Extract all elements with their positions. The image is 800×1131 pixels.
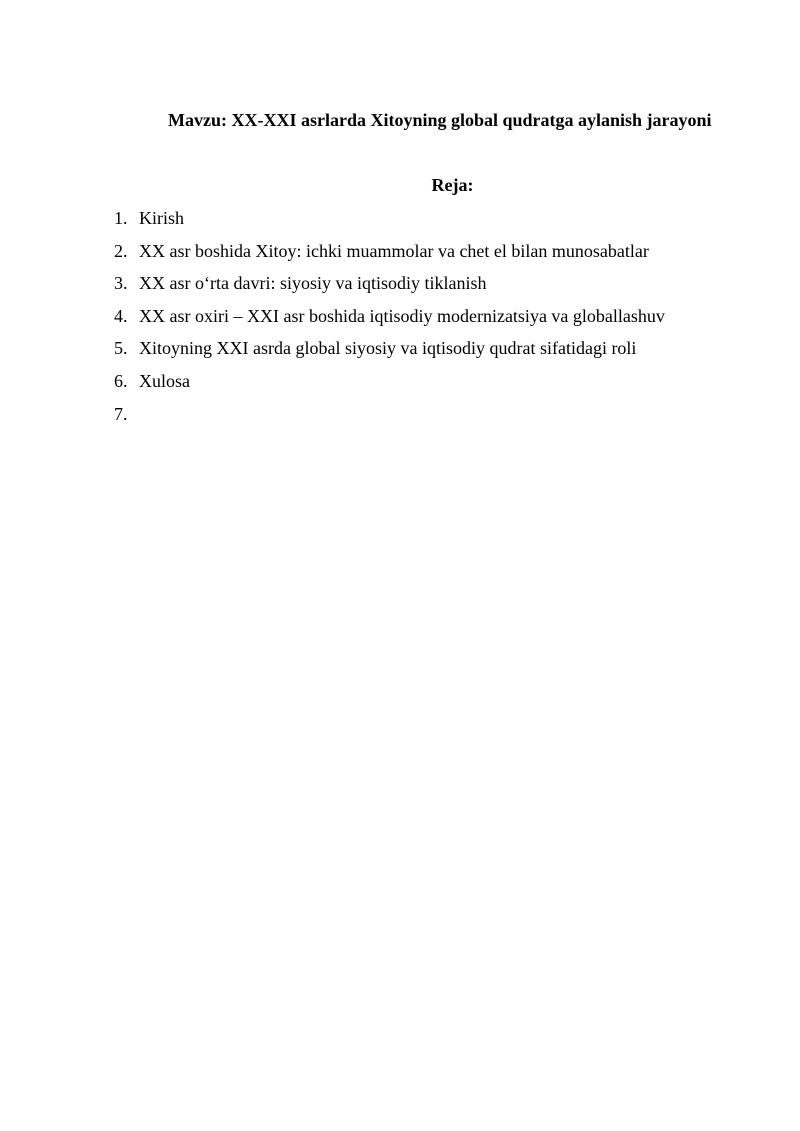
plan-item-text: Xitoyning XXI asrda global siyosiy va iqtisodiy qudrat sifatidagi roli: [139, 338, 637, 359]
plan-item: [114, 368, 665, 401]
plan-list: [114, 205, 665, 433]
document-title: Mavzu: XX-XXI asrlarda Xitoyning global qudratga aylanish jarayoni: [168, 110, 712, 130]
plan-item: [114, 335, 665, 368]
plan-heading: Reja:: [431, 175, 474, 195]
plan-item: [114, 270, 665, 303]
plan-item-text: Kirish: [139, 208, 184, 228]
plan-item-number: 4.: [114, 305, 128, 326]
plan-item: [114, 303, 665, 336]
plan-item-text: Xulosa: [139, 370, 190, 391]
plan-item-number: 6.: [114, 370, 128, 391]
plan-item-text: XX asr o‘rta davri: siyosiy va iqtisodiy tiklanish: [139, 273, 487, 294]
plan-item-text: XX asr boshida Xitoy: ichki muammolar va chet el bilan munosabatlar: [139, 240, 649, 261]
plan-item-number: 5.: [114, 338, 128, 359]
plan-item: [114, 238, 665, 271]
plan-item-text: XX asr oxiri – XXI asr boshida iqtisodiy modernizatsiya va globallashuv: [139, 305, 665, 326]
plan-item: [114, 205, 665, 238]
plan-item-number: 2.: [114, 240, 128, 261]
plan-item-number: 7.: [114, 403, 128, 424]
plan-item-number: 3.: [114, 273, 128, 294]
plan-item: [114, 401, 665, 434]
plan-item-number: 1.: [114, 208, 128, 228]
